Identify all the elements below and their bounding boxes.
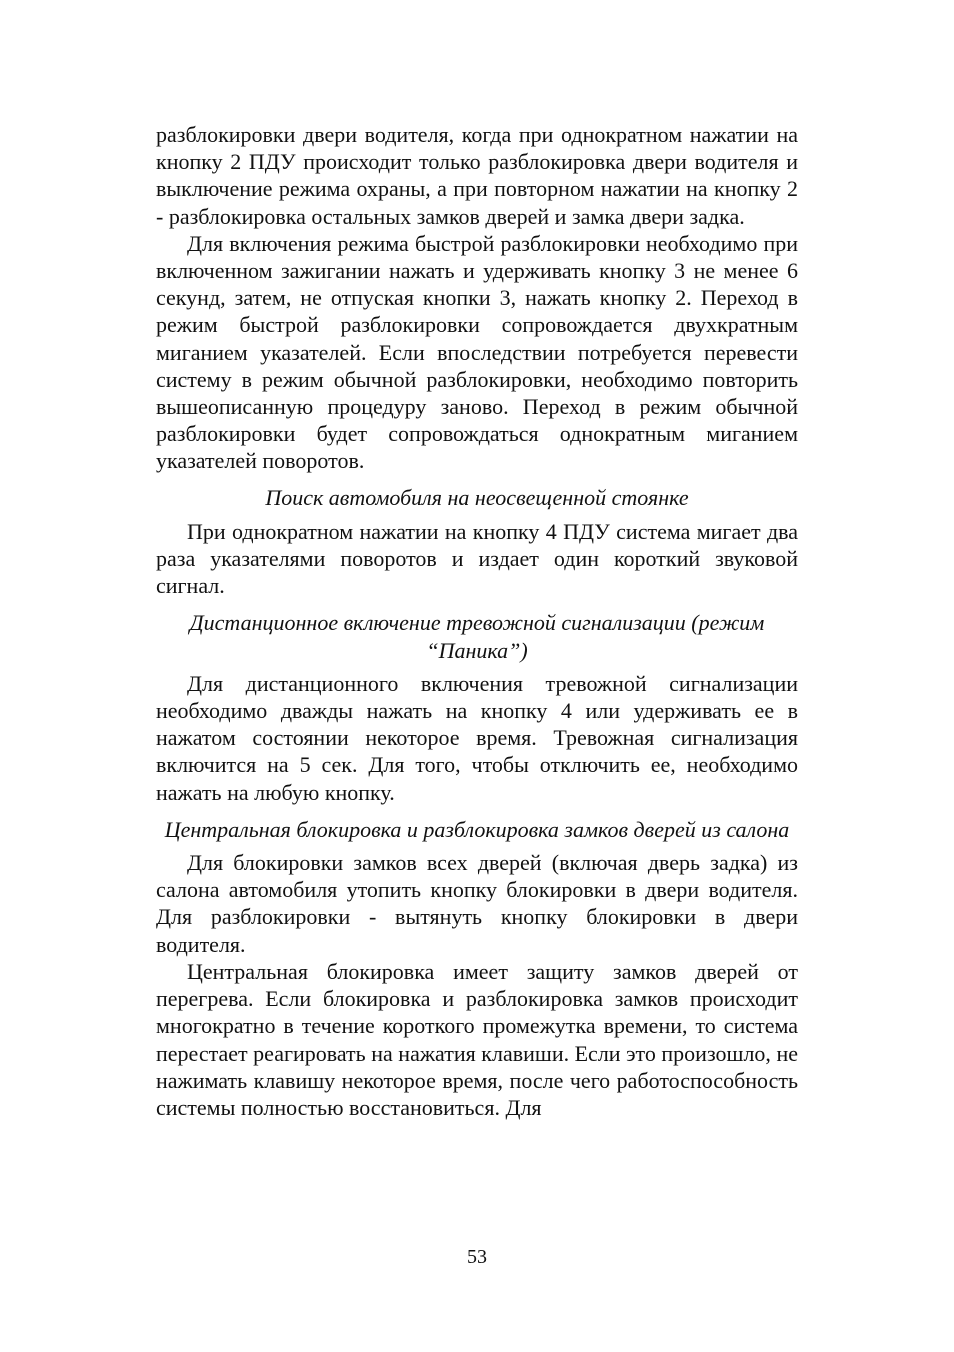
page-body [156,121,798,1121]
paragraph-panic-mode: Для дистанционного включения тревожной сигнализации необходимо дважды нажать на кнопку 4 или удерживать ее в нажатом состоянии некоторое время. Тревожная сигнализация включится на 5 сек. Для того, чтобы отключить ее, необходимо нажать на любую кнопку. [156,670,798,805]
paragraph-door-unlock: разблокировки двери водителя, когда при однократном нажатии на кнопку 2 ПДУ происходит только разблокировка двери водителя и выключение режима охраны, а при повторном нажатии на кнопку 2 - разблокировка остальных замков дверей и замка двери задка. [156,122,798,229]
paragraph-overheat-protection: Центральная блокировка имеет защиту замков дверей от перегрева. Если блокировка и разблокировка замков происходит многократно в течение короткого промежутка времени, то система перестает реагировать на нажатия клавиши. Если это произошло, не нажимать клавишу некоторое время, после чего работоспособность системы полностью восстановиться. Для [156,958,798,1120]
section-heading-car-search: Поиск автомобиля на неосвещенной стоянке [265,484,689,510]
section-heading-panic-mode: Дистанционное включение тревожной сигнализации (режим “Паника”) [189,610,765,663]
paragraph-quick-unlock: Для включения режима быстрой разблокировки необходимо при включенном зажигании нажать и удерживать кнопку 3 не менее 6 секунд, затем, не отпуская кнопки 3, нажать кнопку 2. Переход в режим быстрой разблокировки сопровождается двухкратным миганием указателей. Если впоследствии потребуется перевести систему в режим обычной разблокировки, необходимо повторить вышеописанную процедуру заново. Переход в режим обычной разблокировки будет сопровождаться однократным миганием указателей поворотов. [156,230,798,474]
paragraph-car-search: При однократном нажатии на кнопку 4 ПДУ система мигает два раза указателями поворотов и издает один короткий звуковой сигнал. [156,518,798,599]
page-number: 53 [467,1246,487,1268]
section-heading-central-lock: Центральная блокировка и разблокировка замков дверей из салона [164,816,790,842]
paragraph-central-lock: Для блокировки замков всех дверей (включая дверь задка) из салона автомобиля утопить кнопку блокировки в двери водителя. Для разблокировки - вытянуть кнопку блокировки в двери водителя. [156,850,798,957]
